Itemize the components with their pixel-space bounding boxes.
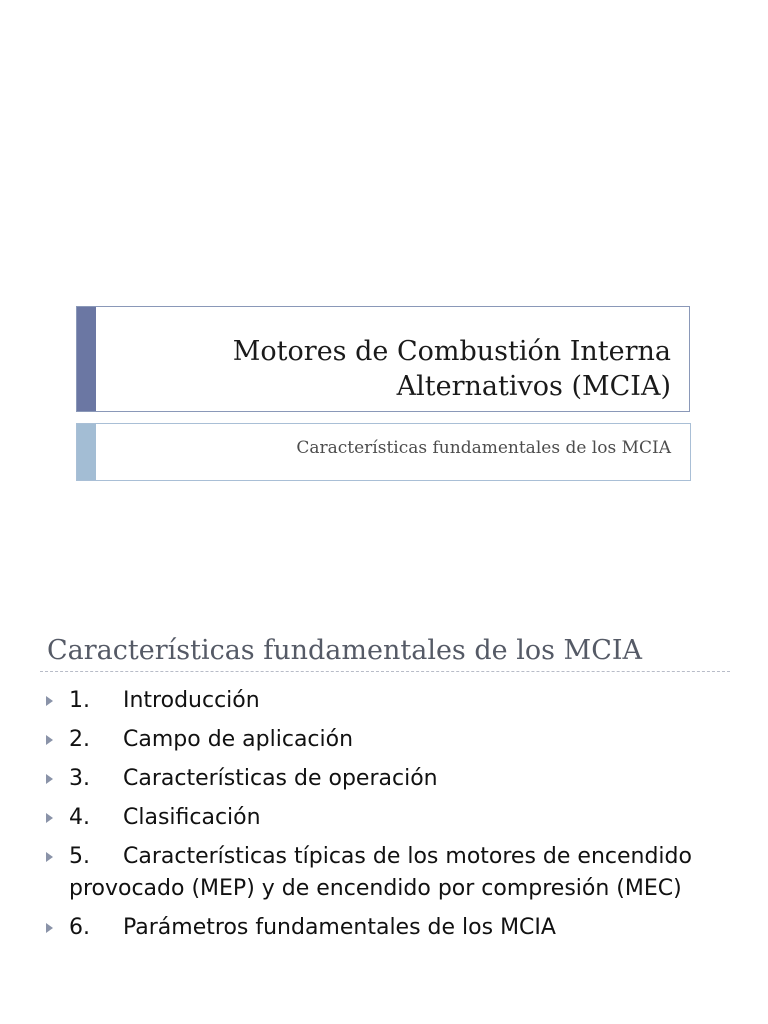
list-item [46,802,736,834]
list-item [46,724,736,756]
subtitle-box [76,423,691,481]
item-text: Características de operación [123,766,438,791]
item-text: Parámetros fundamentales de los MCIA [123,915,556,940]
slide-subtitle: Características fundamentales de los MCIA [296,438,671,458]
item-text: Clasificación [123,805,261,830]
list-item [46,763,736,795]
item-number: 3. [69,766,90,791]
list-item [46,912,736,944]
subtitle-accent-bar [77,424,96,480]
item-number: 4. [69,805,90,830]
title-line-1: Motores de Combustión Interna [232,336,671,367]
slide-title [131,334,671,404]
list-item [46,685,736,717]
item-number: 1. [69,688,90,713]
item-text: Introducción [123,688,260,713]
item-number: 5. [69,844,90,869]
title-line-2: Alternativos (MCIA) [396,371,671,402]
triangle-right-icon [46,774,53,784]
section-heading: Características fundamentales de los MCIA [47,635,643,666]
triangle-right-icon [46,696,53,706]
triangle-right-icon [46,735,53,745]
item-text: Características típicas de los motores de encendido provocado (MEP) y de encendido por compresión (MEC) [69,844,692,901]
title-box [76,306,690,412]
list-item [46,841,736,905]
item-text: Campo de aplicación [123,727,354,752]
triangle-right-icon [46,852,53,862]
item-number: 6. [69,915,90,940]
contents-list [46,685,736,951]
item-number: 2. [69,727,90,752]
triangle-right-icon [46,813,53,823]
title-accent-bar [77,307,96,411]
triangle-right-icon [46,923,53,933]
heading-divider [40,671,730,672]
